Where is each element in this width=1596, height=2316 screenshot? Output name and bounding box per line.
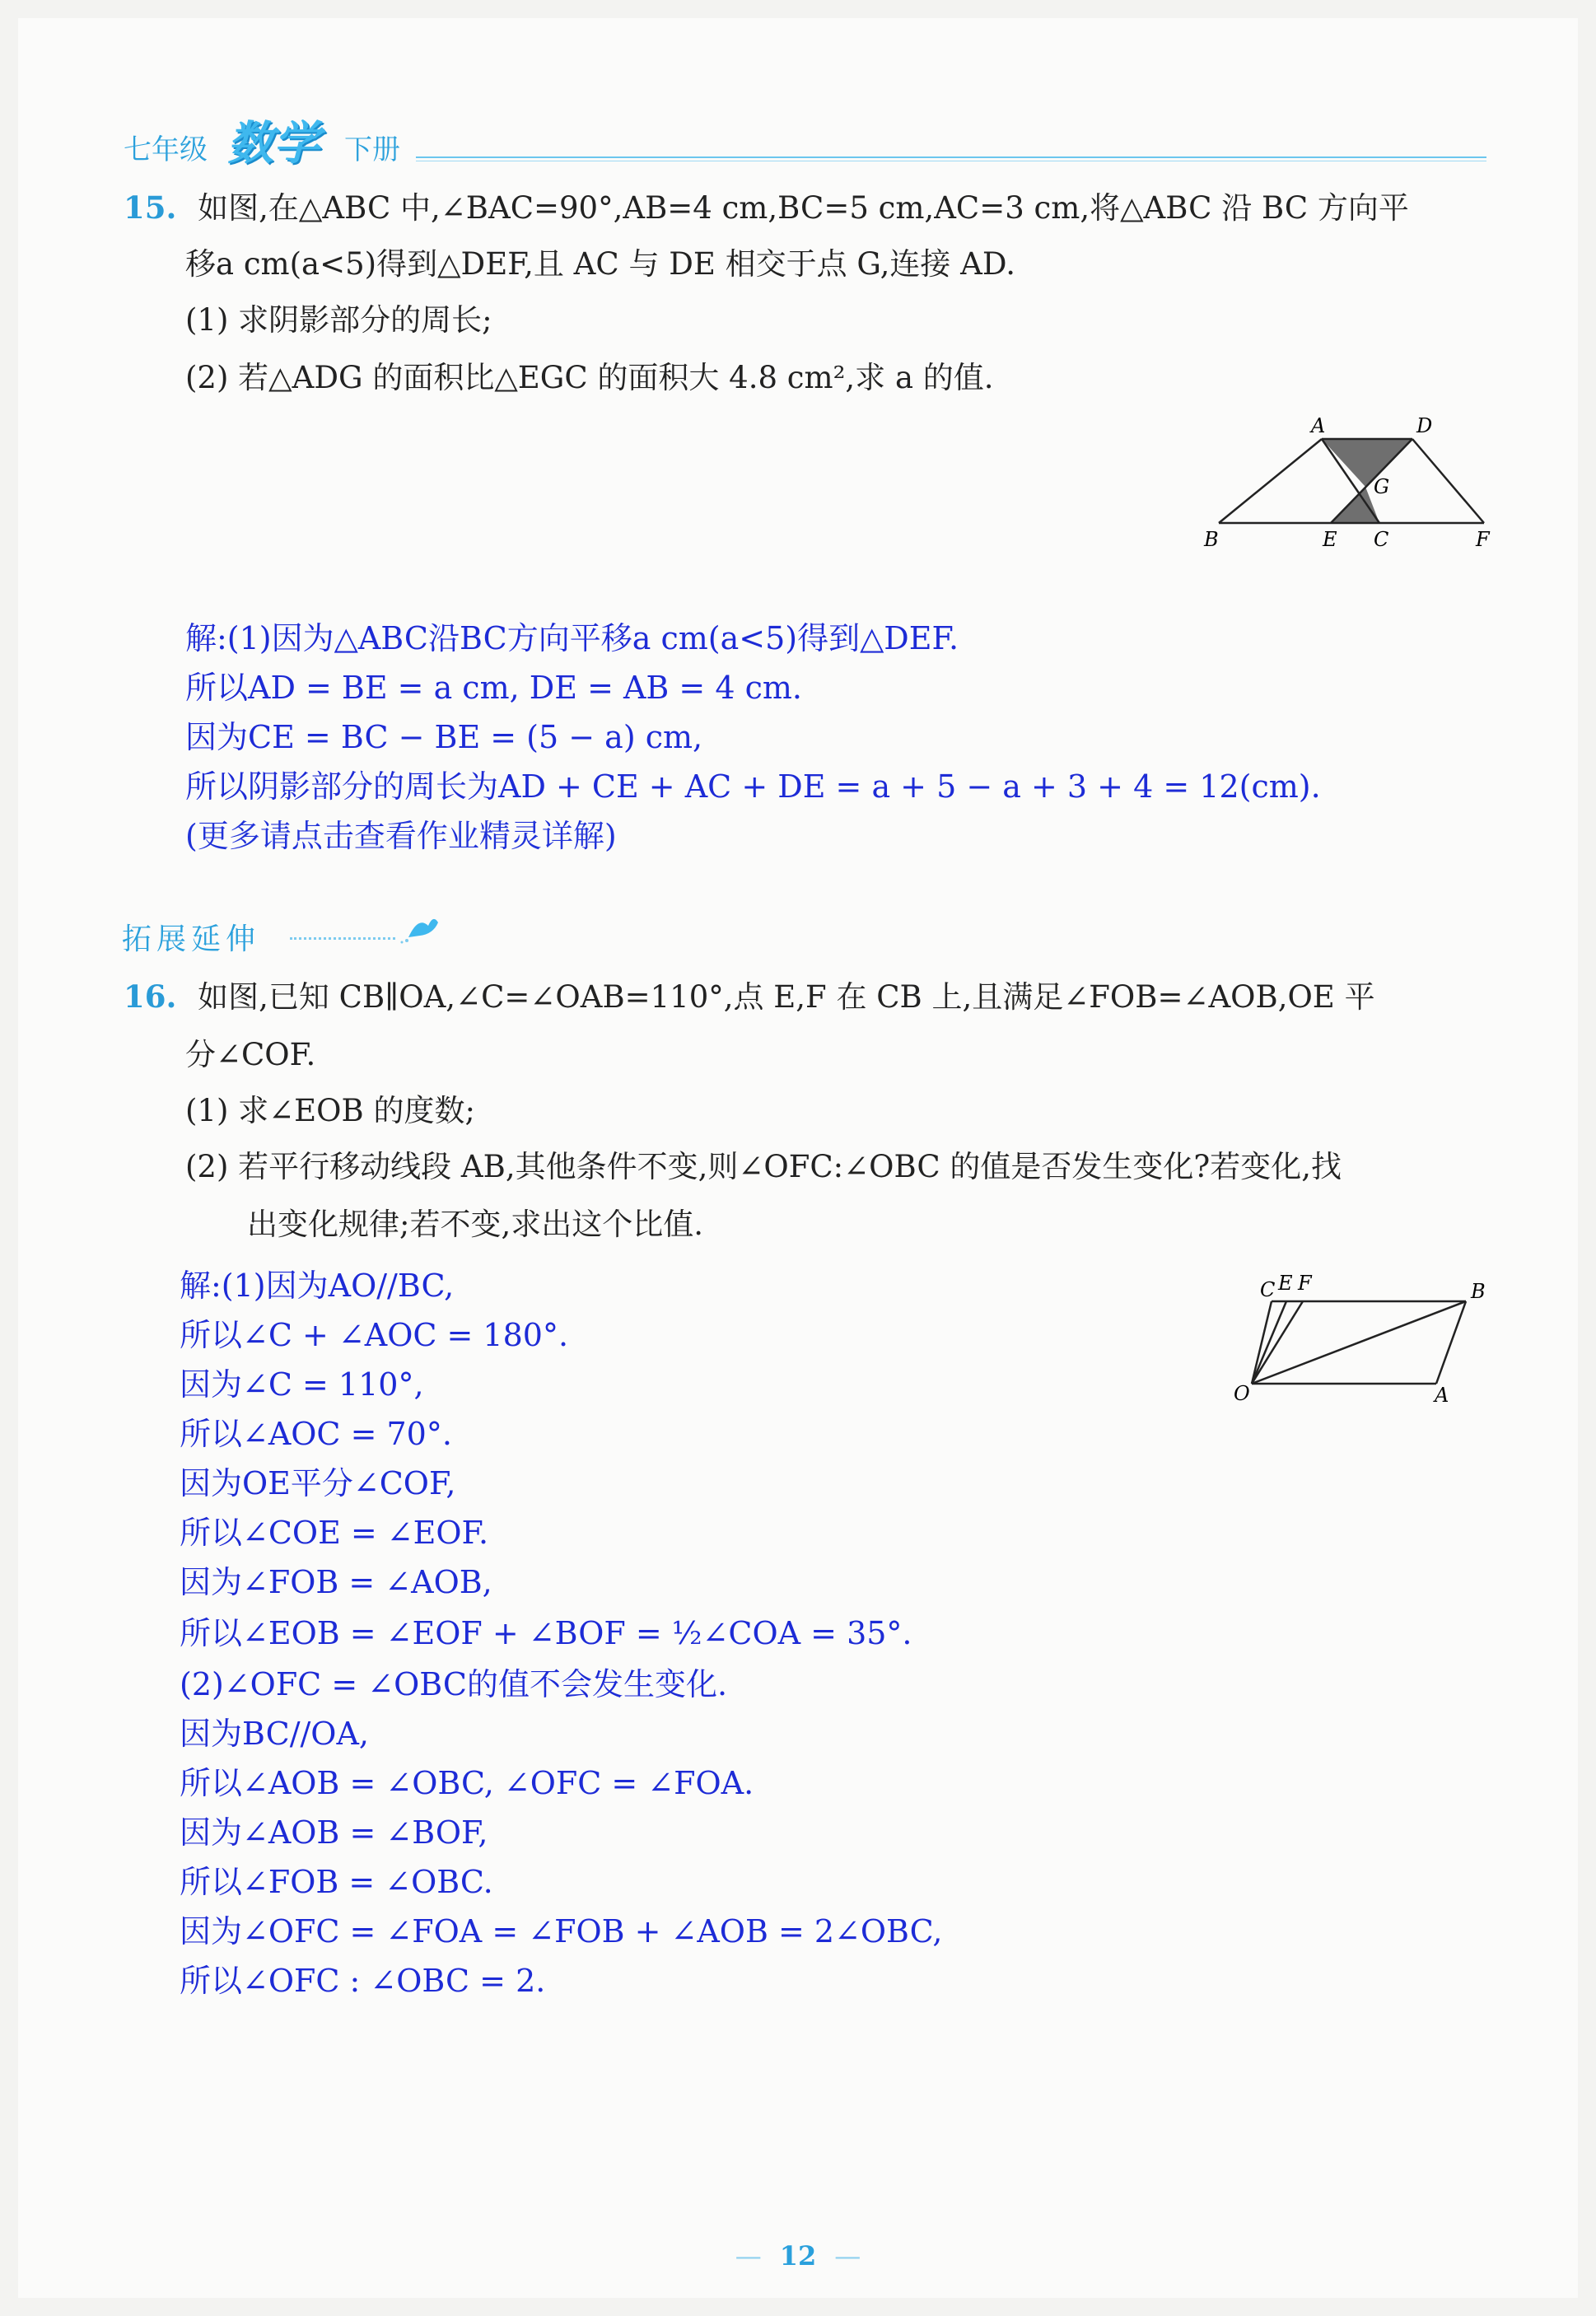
q16-figure bbox=[1219, 1268, 1491, 1417]
line-ab bbox=[1219, 439, 1322, 523]
q15-solution-1: 解:(1)因为△ABC沿BC方向平移a cm(a<5)得到△DEF. bbox=[185, 620, 959, 656]
label-f: F bbox=[1476, 528, 1490, 551]
q16-solution-5: 因为OE平分∠COF, bbox=[180, 1465, 456, 1501]
label-o: O bbox=[1234, 1382, 1250, 1405]
q16-part2b: 出变化规律;若不变,求出这个比值. bbox=[247, 1207, 703, 1242]
q15-part1: (1) 求阴影部分的周长; bbox=[185, 302, 492, 338]
header-volume: 下册 bbox=[344, 133, 400, 166]
q16-solution-15: 所以∠OFC : ∠OBC = 2. bbox=[180, 1963, 546, 1999]
header-grade: 七年级 bbox=[124, 133, 208, 166]
shaded-triangle-egc bbox=[1331, 487, 1379, 523]
q15-solution-4: 所以阴影部分的周长为AD + CE + AC + DE = a + 5 − a + 3 + 4 = 12(cm). bbox=[185, 768, 1321, 805]
label-f: F bbox=[1298, 1272, 1312, 1295]
q16-solution-6: 所以∠COE = ∠EOF. bbox=[180, 1515, 489, 1551]
section-title: 拓展延伸 bbox=[122, 922, 261, 956]
q16-solution-10: 因为BC//OA, bbox=[180, 1716, 369, 1752]
header-subject: 数学 bbox=[227, 117, 320, 170]
header-rule bbox=[416, 156, 1486, 158]
q15-line1 bbox=[124, 183, 1409, 227]
label-e: E bbox=[1323, 528, 1337, 551]
q16-solution-9: (2)∠OFC = ∠OBC的值不会发生变化. bbox=[180, 1666, 728, 1702]
label-a: A bbox=[1311, 414, 1326, 437]
page-number: — 12 — bbox=[735, 2240, 861, 2272]
q16-part2a: (2) 若平行移动线段 AB,其他条件不变,则∠OFC:∠OBC 的值是否发生变化?若变化,找 bbox=[185, 1149, 1342, 1184]
label-d: D bbox=[1416, 414, 1433, 437]
q16-solution-12: 因为∠AOB = ∠BOF, bbox=[180, 1814, 488, 1851]
line-ab bbox=[1436, 1301, 1466, 1384]
label-b: B bbox=[1471, 1280, 1486, 1303]
q16-part1: (1) 求∠EOB 的度数; bbox=[185, 1093, 475, 1128]
q16-solution-1: 解:(1)因为AO//BC, bbox=[180, 1268, 455, 1304]
label-c: C bbox=[1260, 1278, 1276, 1301]
q16-solution-14: 因为∠OFC = ∠FOA = ∠FOB + ∠AOB = 2∠OBC, bbox=[180, 1913, 943, 1949]
q15-text-1: 如图,在△ABC 中,∠BAC=90°,AB=4 cm,BC=5 cm,AC=3 cm,将△ABC 沿 BC 方向平 bbox=[198, 190, 1409, 226]
q15-number: 15. bbox=[124, 189, 177, 226]
q16-solution-7: 因为∠FOB = ∠AOB, bbox=[180, 1564, 492, 1600]
q16-solution-3: 因为∠C = 110°, bbox=[180, 1366, 424, 1403]
line-of bbox=[1252, 1301, 1303, 1384]
line-ob bbox=[1252, 1301, 1466, 1384]
q16-text-1: 如图,已知 CB∥OA,∠C=∠OAB=110°,点 E,F 在 CB 上,且满足∠FOB=∠AOB,OE 平 bbox=[198, 979, 1375, 1015]
label-e: E bbox=[1278, 1272, 1293, 1295]
q16-solution-2: 所以∠C + ∠AOC = 180°. bbox=[180, 1317, 569, 1353]
q16-solution-8: 所以∠EOB = ∠EOF + ∠BOF = ½∠COA = 35°. bbox=[180, 1615, 912, 1651]
q16-solution-11: 所以∠AOB = ∠OBC, ∠OFC = ∠FOA. bbox=[180, 1765, 754, 1801]
label-a: A bbox=[1435, 1384, 1449, 1407]
q15-line2: 移a cm(a<5)得到△DEF,且 AC 与 DE 相交于点 G,连接 AD. bbox=[185, 246, 1015, 282]
q16-line1 bbox=[124, 972, 1375, 1016]
q15-solution-2: 所以AD = BE = a cm, DE = AB = 4 cm. bbox=[185, 670, 802, 706]
butterfly-icon bbox=[400, 909, 441, 947]
q16-line2: 分∠COF. bbox=[185, 1037, 316, 1072]
label-c: C bbox=[1374, 528, 1389, 551]
q15-figure bbox=[1186, 408, 1499, 556]
q16-solution-13: 所以∠FOB = ∠OBC. bbox=[180, 1864, 493, 1900]
more-details-link[interactable]: (更多请点击查看作业精灵详解) bbox=[185, 818, 617, 854]
q16-number: 16. bbox=[124, 978, 177, 1015]
line-df bbox=[1412, 439, 1484, 523]
q15-solution-3: 因为CE = BC − BE = (5 − a) cm, bbox=[185, 719, 703, 755]
shaded-triangle-adg bbox=[1322, 439, 1412, 487]
section-dotted-rule bbox=[290, 937, 395, 940]
page-number-value: 12 bbox=[779, 2240, 817, 2272]
q16-solution-4: 所以∠AOC = 70°. bbox=[180, 1416, 452, 1452]
label-g: G bbox=[1374, 475, 1390, 498]
label-b: B bbox=[1204, 528, 1219, 551]
q15-part2: (2) 若△ADG 的面积比△EGC 的面积大 4.8 cm²,求 a 的值. bbox=[185, 360, 994, 395]
